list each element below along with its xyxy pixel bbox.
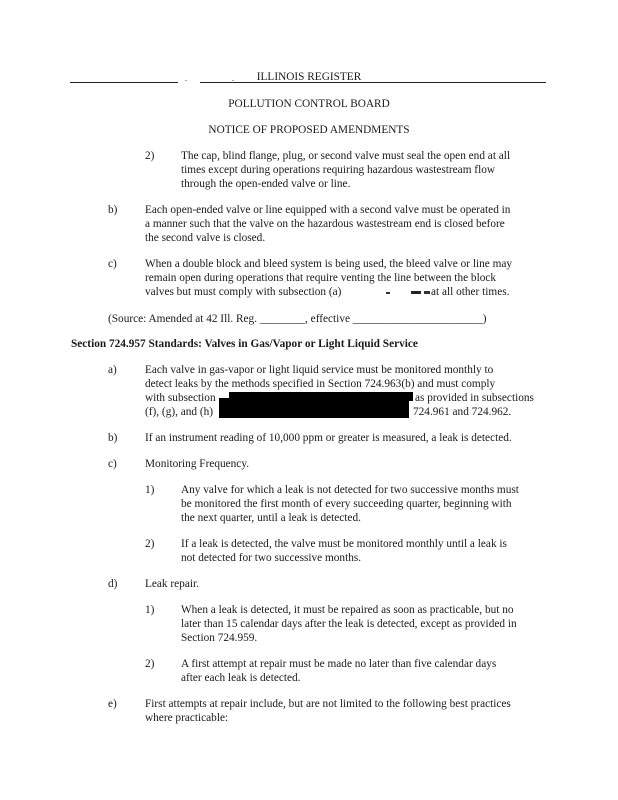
- source-note: (Source: Amended at 42 Ill. Reg. ________, effective _______________________): [108, 313, 487, 325]
- top-item2-line-1: The cap, blind flange, plug, or second valve must seal the open end at all: [181, 150, 511, 162]
- a-line-4b: 724.961 and 724.962.: [413, 406, 512, 418]
- top-b-line-1: Each open-ended valve or line equipped with a second valve must be operated in: [145, 204, 511, 216]
- top-c-redaction-mark-3: [424, 291, 430, 294]
- e-label: e): [108, 698, 117, 710]
- top-c-redaction-mark-1: [386, 292, 390, 294]
- top-b-line-2: a manner such that the valve on the hazardous wastestream end is closed before: [145, 218, 505, 230]
- top-c-line-2: remain open during operations that require venting the line between the block: [145, 272, 497, 284]
- register-title: ILLINOIS REGISTER: [256, 71, 362, 83]
- a-line-2: detect leaks by the methods specified in Section 724.963(b) and must comply: [145, 378, 496, 390]
- header-dot-1: .: [185, 74, 187, 83]
- top-item2-label: 2): [145, 150, 155, 162]
- b-text: If an instrument reading of 10,000 ppm or greater is measured, a leak is detected.: [145, 432, 512, 444]
- top-c-label: c): [108, 258, 117, 270]
- c2-line-1: If a leak is detected, the valve must be monitored monthly until a leak is: [181, 538, 507, 550]
- e-line-2: where practicable:: [145, 712, 229, 724]
- top-c-redaction-mark-2: [411, 291, 421, 294]
- a-line-1: Each valve in gas-vapor or light liquid service must be monitored monthly to: [145, 364, 494, 376]
- a-redaction-2: [219, 398, 409, 418]
- c1-label: 1): [145, 484, 155, 496]
- d2-line-1: A first attempt at repair must be made no later than five calendar days: [181, 658, 497, 670]
- c1-line-2: be monitored the first month of every succeeding quarter, beginning with: [181, 498, 512, 510]
- c2-label: 2): [145, 538, 155, 550]
- a-label: a): [108, 364, 117, 376]
- top-c-line-1: When a double block and bleed system is being used, the bleed valve or line may: [145, 258, 513, 270]
- top-item2-line-2: times except during operations requiring hazardous wastestream flow: [181, 164, 496, 176]
- notice-title: NOTICE OF PROPOSED AMENDMENTS: [208, 124, 410, 136]
- b-label: b): [108, 432, 118, 444]
- c1-line-3: the next quarter, until a leak is detected.: [181, 512, 361, 524]
- top-c-line-3a: valves but must comply with subsection (a): [145, 286, 342, 298]
- board-title: POLLUTION CONTROL BOARD: [228, 98, 390, 110]
- e-line-1: First attempts at repair include, but are not limited to the following best practices: [145, 698, 511, 710]
- top-b-label: b): [108, 204, 118, 216]
- d2-label: 2): [145, 658, 155, 670]
- top-c-line-3b: at all other times.: [431, 286, 510, 298]
- a-line-3a: with subsection: [145, 392, 216, 404]
- section-title: Section 724.957 Standards: Valves in Gas/Vapor or Light Liquid Service: [71, 338, 418, 350]
- a-line-3b: as provided in subsections: [415, 392, 534, 404]
- c-label: c): [108, 458, 117, 470]
- header-dot-2: .: [232, 74, 234, 83]
- c-text: Monitoring Frequency.: [145, 458, 250, 470]
- d-text: Leak repair.: [145, 578, 199, 590]
- top-item2-line-3: through the open-ended valve or line.: [181, 178, 351, 190]
- d-label: d): [108, 578, 118, 590]
- d1-line-1: When a leak is detected, it must be repaired as soon as practicable, but no: [181, 604, 514, 616]
- d1-line-2: later than 15 calendar days after the leak is detected, except as provided in: [181, 618, 517, 630]
- top-b-line-3: the second valve is closed.: [145, 232, 266, 244]
- a-line-4a: (f), (g), and (h): [145, 406, 214, 418]
- d1-line-3: Section 724.959.: [181, 632, 258, 644]
- c1-line-1: Any valve for which a leak is not detected for two successive months must: [181, 484, 519, 496]
- d2-line-2: after each leak is detected.: [181, 672, 301, 684]
- d1-label: 1): [145, 604, 155, 616]
- c2-line-2: not detected for two successive months.: [181, 552, 362, 564]
